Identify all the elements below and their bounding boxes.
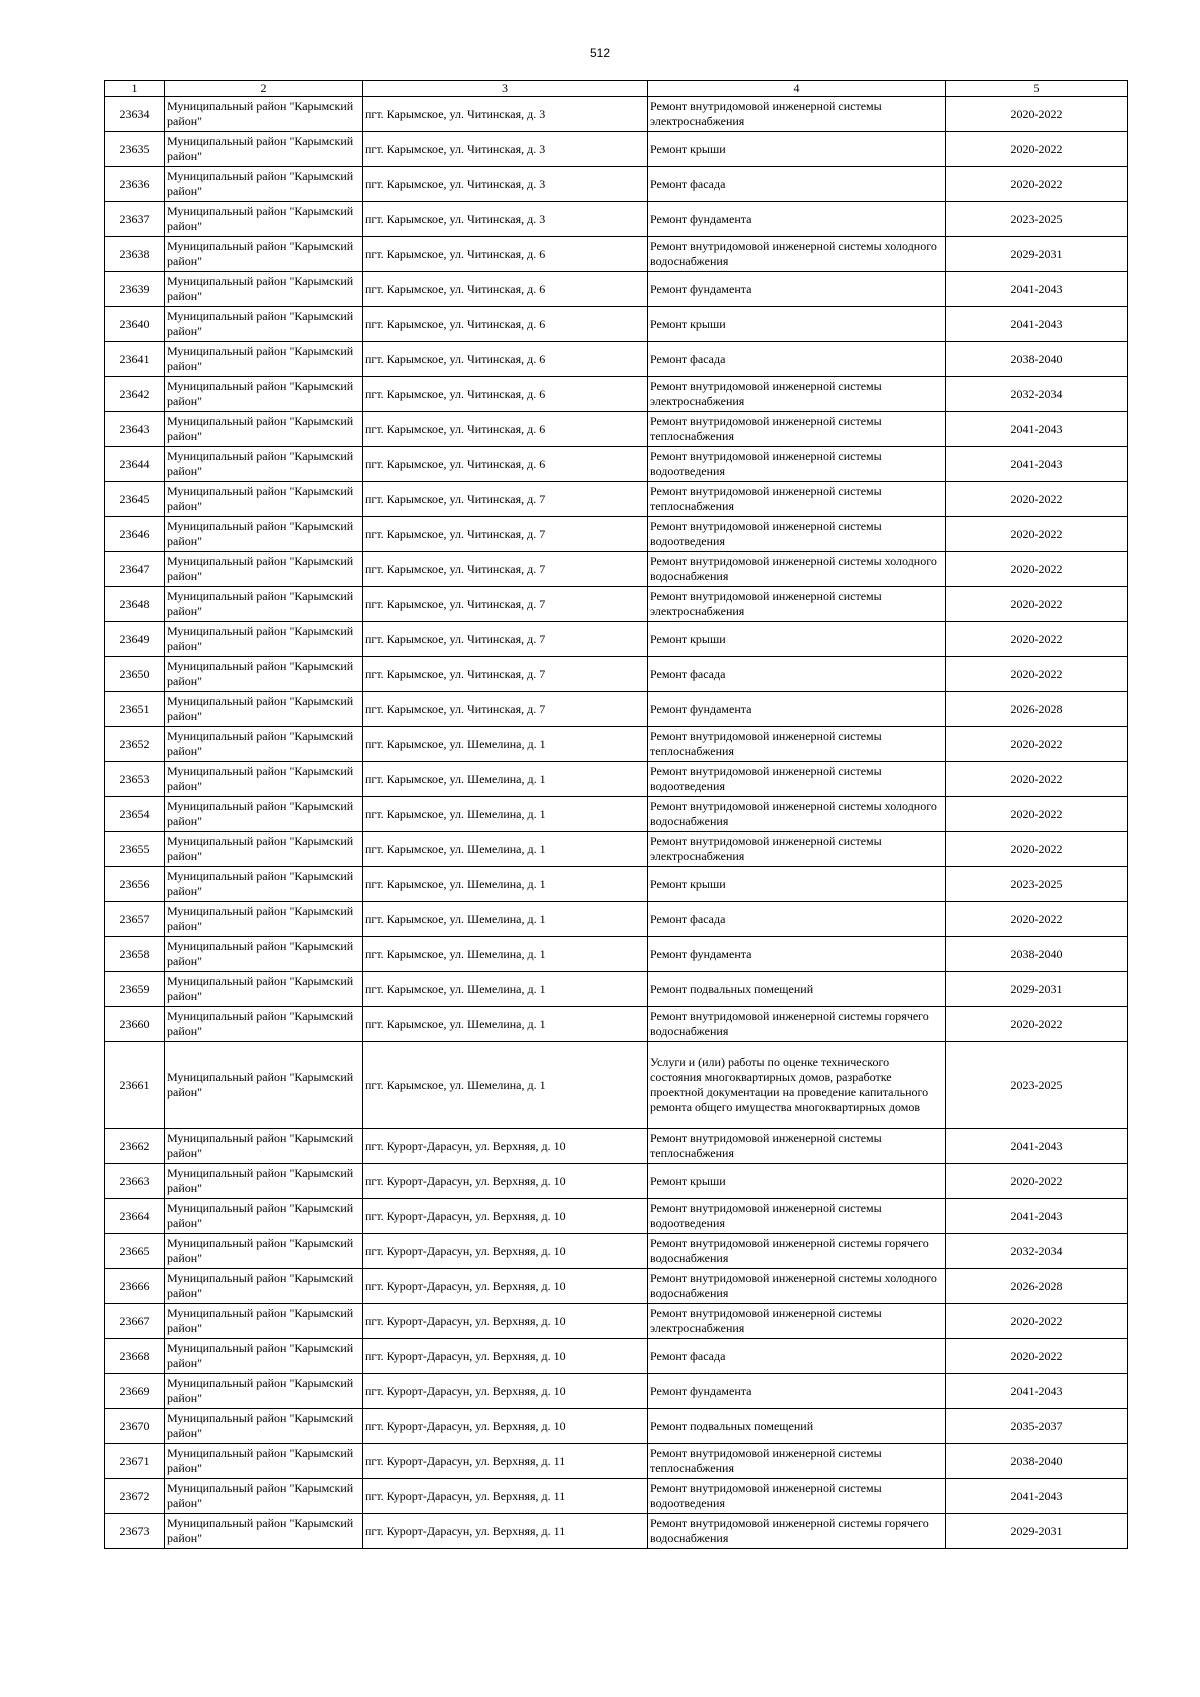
row-number-cell: 23649 [105, 622, 165, 657]
district-cell: Муниципальный район "Карымский район" [165, 1199, 363, 1234]
address-cell: пгт. Карымское, ул. Шемелина, д. 1 [363, 972, 648, 1007]
table-row [105, 1164, 1128, 1199]
period-cell: 2020-2022 [946, 482, 1128, 517]
row-number-cell: 23652 [105, 727, 165, 762]
work-type-cell: Ремонт внутридомовой инженерной системы водоотведения [648, 517, 946, 552]
row-number-cell: 23672 [105, 1479, 165, 1514]
table-row [105, 517, 1128, 552]
period-cell: 2026-2028 [946, 1269, 1128, 1304]
address-cell: пгт. Курорт-Дарасун, ул. Верхняя, д. 11 [363, 1514, 648, 1549]
period-cell: 2020-2022 [946, 552, 1128, 587]
row-number-cell: 23651 [105, 692, 165, 727]
row-number-cell: 23671 [105, 1444, 165, 1479]
address-cell: пгт. Карымское, ул. Читинская, д. 6 [363, 412, 648, 447]
work-type-cell: Ремонт внутридомовой инженерной системы водоотведения [648, 1199, 946, 1234]
address-cell: пгт. Карымское, ул. Читинская, д. 6 [363, 307, 648, 342]
period-cell: 2041-2043 [946, 412, 1128, 447]
address-cell: пгт. Курорт-Дарасун, ул. Верхняя, д. 11 [363, 1479, 648, 1514]
table-row [105, 447, 1128, 482]
district-cell: Муниципальный район "Карымский район" [165, 727, 363, 762]
table-row [105, 797, 1128, 832]
work-type-cell: Ремонт фундамента [648, 202, 946, 237]
row-number-cell: 23636 [105, 167, 165, 202]
district-cell: Муниципальный район "Карымский район" [165, 587, 363, 622]
address-cell: пгт. Курорт-Дарасун, ул. Верхняя, д. 10 [363, 1199, 648, 1234]
table-row [105, 272, 1128, 307]
column-header-3: 3 [363, 81, 648, 97]
table-row [105, 97, 1128, 132]
column-header-5: 5 [946, 81, 1128, 97]
work-type-cell: Ремонт крыши [648, 867, 946, 902]
district-cell: Муниципальный район "Карымский район" [165, 1409, 363, 1444]
table-row [105, 237, 1128, 272]
address-cell: пгт. Карымское, ул. Читинская, д. 6 [363, 342, 648, 377]
work-type-cell: Ремонт фасада [648, 1339, 946, 1374]
period-cell: 2020-2022 [946, 97, 1128, 132]
period-cell: 2023-2025 [946, 867, 1128, 902]
table-row [105, 202, 1128, 237]
table-row [105, 972, 1128, 1007]
address-cell: пгт. Карымское, ул. Шемелина, д. 1 [363, 832, 648, 867]
district-cell: Муниципальный район "Карымский район" [165, 1514, 363, 1549]
period-cell: 2020-2022 [946, 1007, 1128, 1042]
row-number-cell: 23639 [105, 272, 165, 307]
district-cell: Муниципальный район "Карымский район" [165, 342, 363, 377]
district-cell: Муниципальный район "Карымский район" [165, 167, 363, 202]
district-cell: Муниципальный район "Карымский район" [165, 1479, 363, 1514]
work-type-cell: Ремонт фасада [648, 167, 946, 202]
district-cell: Муниципальный район "Карымский район" [165, 552, 363, 587]
district-cell: Муниципальный район "Карымский район" [165, 237, 363, 272]
district-cell: Муниципальный район "Карымский район" [165, 1042, 363, 1129]
table-body [105, 97, 1128, 1549]
period-cell: 2020-2022 [946, 727, 1128, 762]
period-cell: 2020-2022 [946, 762, 1128, 797]
period-cell: 2041-2043 [946, 1374, 1128, 1409]
period-cell: 2041-2043 [946, 1199, 1128, 1234]
row-number-cell: 23647 [105, 552, 165, 587]
address-cell: пгт. Курорт-Дарасун, ул. Верхняя, д. 10 [363, 1234, 648, 1269]
work-type-cell: Ремонт внутридомовой инженерной системы электроснабжения [648, 832, 946, 867]
table-row [105, 762, 1128, 797]
work-type-cell: Ремонт фундамента [648, 1374, 946, 1409]
period-cell: 2020-2022 [946, 1339, 1128, 1374]
period-cell: 2020-2022 [946, 1304, 1128, 1339]
row-number-cell: 23638 [105, 237, 165, 272]
work-type-cell: Ремонт фундамента [648, 272, 946, 307]
work-type-cell: Ремонт внутридомовой инженерной системы водоотведения [648, 1479, 946, 1514]
work-type-cell: Ремонт внутридомовой инженерной системы холодного водоснабжения [648, 797, 946, 832]
work-type-cell: Ремонт внутридомовой инженерной системы теплоснабжения [648, 727, 946, 762]
table-row [105, 1007, 1128, 1042]
district-cell: Муниципальный район "Карымский район" [165, 482, 363, 517]
period-cell: 2038-2040 [946, 937, 1128, 972]
table-row [105, 902, 1128, 937]
table-row [105, 1514, 1128, 1549]
table-row [105, 1304, 1128, 1339]
table-row [105, 1479, 1128, 1514]
address-cell: пгт. Курорт-Дарасун, ул. Верхняя, д. 10 [363, 1304, 648, 1339]
period-cell: 2020-2022 [946, 657, 1128, 692]
address-cell: пгт. Карымское, ул. Читинская, д. 3 [363, 132, 648, 167]
address-cell: пгт. Карымское, ул. Читинская, д. 3 [363, 97, 648, 132]
work-type-cell: Ремонт внутридомовой инженерной системы водоотведения [648, 447, 946, 482]
table-header-row [105, 81, 1128, 97]
work-type-cell: Ремонт внутридомовой инженерной системы электроснабжения [648, 1304, 946, 1339]
table-row [105, 1234, 1128, 1269]
table-row [105, 412, 1128, 447]
work-type-cell: Ремонт внутридомовой инженерной системы теплоснабжения [648, 482, 946, 517]
address-cell: пгт. Карымское, ул. Шемелина, д. 1 [363, 937, 648, 972]
district-cell: Муниципальный район "Карымский район" [165, 1007, 363, 1042]
table-row [105, 1339, 1128, 1374]
period-cell: 2029-2031 [946, 1514, 1128, 1549]
table-row [105, 1042, 1128, 1129]
period-cell: 2020-2022 [946, 167, 1128, 202]
column-header-1: 1 [105, 81, 165, 97]
table-row [105, 832, 1128, 867]
district-cell: Муниципальный район "Карымский район" [165, 937, 363, 972]
district-cell: Муниципальный район "Карымский район" [165, 412, 363, 447]
work-type-cell: Ремонт фундамента [648, 692, 946, 727]
district-cell: Муниципальный район "Карымский район" [165, 447, 363, 482]
address-cell: пгт. Карымское, ул. Шемелина, д. 1 [363, 797, 648, 832]
address-cell: пгт. Курорт-Дарасун, ул. Верхняя, д. 10 [363, 1129, 648, 1164]
row-number-cell: 23673 [105, 1514, 165, 1549]
address-cell: пгт. Карымское, ул. Читинская, д. 7 [363, 552, 648, 587]
row-number-cell: 23666 [105, 1269, 165, 1304]
period-cell: 2026-2028 [946, 692, 1128, 727]
work-type-cell: Ремонт внутридомовой инженерной системы горячего водоснабжения [648, 1514, 946, 1549]
period-cell: 2038-2040 [946, 1444, 1128, 1479]
district-cell: Муниципальный район "Карымский район" [165, 657, 363, 692]
row-number-cell: 23642 [105, 377, 165, 412]
address-cell: пгт. Карымское, ул. Читинская, д. 6 [363, 377, 648, 412]
district-cell: Муниципальный район "Карымский район" [165, 1339, 363, 1374]
row-number-cell: 23635 [105, 132, 165, 167]
district-cell: Муниципальный район "Карымский район" [165, 377, 363, 412]
period-cell: 2029-2031 [946, 972, 1128, 1007]
row-number-cell: 23665 [105, 1234, 165, 1269]
table-row [105, 1199, 1128, 1234]
table-row [105, 132, 1128, 167]
district-cell: Муниципальный район "Карымский район" [165, 307, 363, 342]
work-type-cell: Ремонт внутридомовой инженерной системы горячего водоснабжения [648, 1234, 946, 1269]
period-cell: 2020-2022 [946, 902, 1128, 937]
district-cell: Муниципальный район "Карымский район" [165, 1164, 363, 1199]
district-cell: Муниципальный район "Карымский район" [165, 622, 363, 657]
row-number-cell: 23667 [105, 1304, 165, 1339]
address-cell: пгт. Курорт-Дарасун, ул. Верхняя, д. 11 [363, 1444, 648, 1479]
row-number-cell: 23644 [105, 447, 165, 482]
row-number-cell: 23646 [105, 517, 165, 552]
page-number: 512 [589, 46, 611, 60]
address-cell: пгт. Карымское, ул. Читинская, д. 6 [363, 237, 648, 272]
table-row [105, 587, 1128, 622]
row-number-cell: 23648 [105, 587, 165, 622]
row-number-cell: 23634 [105, 97, 165, 132]
row-number-cell: 23640 [105, 307, 165, 342]
district-cell: Муниципальный район "Карымский район" [165, 1444, 363, 1479]
address-cell: пгт. Карымское, ул. Читинская, д. 7 [363, 587, 648, 622]
row-number-cell: 23662 [105, 1129, 165, 1164]
work-type-cell: Ремонт внутридомовой инженерной системы холодного водоснабжения [648, 552, 946, 587]
row-number-cell: 23670 [105, 1409, 165, 1444]
work-type-cell: Ремонт фасада [648, 657, 946, 692]
table-row [105, 937, 1128, 972]
district-cell: Муниципальный район "Карымский район" [165, 97, 363, 132]
period-cell: 2032-2034 [946, 1234, 1128, 1269]
work-type-cell: Ремонт фасада [648, 902, 946, 937]
work-type-cell: Ремонт внутридомовой инженерной системы электроснабжения [648, 587, 946, 622]
table-row [105, 552, 1128, 587]
district-cell: Муниципальный район "Карымский район" [165, 902, 363, 937]
district-cell: Муниципальный район "Карымский район" [165, 972, 363, 1007]
period-cell: 2041-2043 [946, 1479, 1128, 1514]
district-cell: Муниципальный район "Карымский район" [165, 832, 363, 867]
period-cell: 2035-2037 [946, 1409, 1128, 1444]
table-row [105, 1374, 1128, 1409]
district-cell: Муниципальный район "Карымский район" [165, 1129, 363, 1164]
address-cell: пгт. Курорт-Дарасун, ул. Верхняя, д. 10 [363, 1269, 648, 1304]
row-number-cell: 23656 [105, 867, 165, 902]
period-cell: 2020-2022 [946, 132, 1128, 167]
address-cell: пгт. Карымское, ул. Читинская, д. 7 [363, 692, 648, 727]
period-cell: 2020-2022 [946, 622, 1128, 657]
address-cell: пгт. Карымское, ул. Читинская, д. 7 [363, 657, 648, 692]
work-type-cell: Ремонт внутридомовой инженерной системы холодного водоснабжения [648, 237, 946, 272]
row-number-cell: 23659 [105, 972, 165, 1007]
work-type-cell: Ремонт крыши [648, 622, 946, 657]
period-cell: 2020-2022 [946, 1164, 1128, 1199]
row-number-cell: 23660 [105, 1007, 165, 1042]
district-cell: Муниципальный район "Карымский район" [165, 797, 363, 832]
district-cell: Муниципальный район "Карымский район" [165, 517, 363, 552]
table-row [105, 377, 1128, 412]
row-number-cell: 23668 [105, 1339, 165, 1374]
work-type-cell: Ремонт подвальных помещений [648, 1409, 946, 1444]
period-cell: 2032-2034 [946, 377, 1128, 412]
address-cell: пгт. Карымское, ул. Читинская, д. 6 [363, 447, 648, 482]
district-cell: Муниципальный район "Карымский район" [165, 1234, 363, 1269]
address-cell: пгт. Карымское, ул. Шемелина, д. 1 [363, 1007, 648, 1042]
address-cell: пгт. Курорт-Дарасун, ул. Верхняя, д. 10 [363, 1374, 648, 1409]
work-type-cell: Услуги и (или) работы по оценке технического состояния многоквартирных домов, разработке проектной документации на проведение капитального ремонта общего имущества многоквартирных домов [648, 1042, 946, 1129]
work-type-cell: Ремонт фундамента [648, 937, 946, 972]
work-type-cell: Ремонт внутридомовой инженерной системы горячего водоснабжения [648, 1007, 946, 1042]
period-cell: 2020-2022 [946, 832, 1128, 867]
address-cell: пгт. Карымское, ул. Читинская, д. 7 [363, 622, 648, 657]
period-cell: 2029-2031 [946, 237, 1128, 272]
address-cell: пгт. Курорт-Дарасун, ул. Верхняя, д. 10 [363, 1339, 648, 1374]
work-type-cell: Ремонт внутридомовой инженерной системы электроснабжения [648, 97, 946, 132]
table-row [105, 307, 1128, 342]
table-row [105, 622, 1128, 657]
row-number-cell: 23645 [105, 482, 165, 517]
district-cell: Муниципальный район "Карымский район" [165, 272, 363, 307]
row-number-cell: 23655 [105, 832, 165, 867]
table-row [105, 1269, 1128, 1304]
row-number-cell: 23664 [105, 1199, 165, 1234]
district-cell: Муниципальный район "Карымский район" [165, 1269, 363, 1304]
address-cell: пгт. Курорт-Дарасун, ул. Верхняя, д. 10 [363, 1164, 648, 1199]
work-type-cell: Ремонт внутридомовой инженерной системы теплоснабжения [648, 412, 946, 447]
work-type-cell: Ремонт фасада [648, 342, 946, 377]
work-type-cell: Ремонт внутридомовой инженерной системы холодного водоснабжения [648, 1269, 946, 1304]
district-cell: Муниципальный район "Карымский район" [165, 1304, 363, 1339]
district-cell: Муниципальный район "Карымский район" [165, 132, 363, 167]
period-cell: 2023-2025 [946, 202, 1128, 237]
repair-schedule-table [104, 80, 1128, 1549]
address-cell: пгт. Карымское, ул. Шемелина, д. 1 [363, 762, 648, 797]
work-type-cell: Ремонт крыши [648, 1164, 946, 1199]
row-number-cell: 23661 [105, 1042, 165, 1129]
address-cell: пгт. Карымское, ул. Читинская, д. 3 [363, 167, 648, 202]
period-cell: 2020-2022 [946, 797, 1128, 832]
work-type-cell: Ремонт внутридомовой инженерной системы теплоснабжения [648, 1444, 946, 1479]
period-cell: 2041-2043 [946, 272, 1128, 307]
address-cell: пгт. Карымское, ул. Читинская, д. 3 [363, 202, 648, 237]
table-row [105, 657, 1128, 692]
address-cell: пгт. Курорт-Дарасун, ул. Верхняя, д. 10 [363, 1409, 648, 1444]
work-type-cell: Ремонт крыши [648, 307, 946, 342]
district-cell: Муниципальный район "Карымский район" [165, 867, 363, 902]
table-row [105, 727, 1128, 762]
table-row [105, 482, 1128, 517]
row-number-cell: 23658 [105, 937, 165, 972]
table-row [105, 692, 1128, 727]
row-number-cell: 23653 [105, 762, 165, 797]
table-row [105, 1409, 1128, 1444]
district-cell: Муниципальный район "Карымский район" [165, 692, 363, 727]
work-type-cell: Ремонт внутридомовой инженерной системы водоотведения [648, 762, 946, 797]
row-number-cell: 23643 [105, 412, 165, 447]
period-cell: 2041-2043 [946, 307, 1128, 342]
address-cell: пгт. Карымское, ул. Шемелина, д. 1 [363, 1042, 648, 1129]
row-number-cell: 23650 [105, 657, 165, 692]
address-cell: пгт. Карымское, ул. Читинская, д. 6 [363, 272, 648, 307]
district-cell: Муниципальный район "Карымский район" [165, 1374, 363, 1409]
row-number-cell: 23663 [105, 1164, 165, 1199]
row-number-cell: 23657 [105, 902, 165, 937]
work-type-cell: Ремонт крыши [648, 132, 946, 167]
address-cell: пгт. Карымское, ул. Читинская, д. 7 [363, 482, 648, 517]
district-cell: Муниципальный район "Карымский район" [165, 202, 363, 237]
work-type-cell: Ремонт внутридомовой инженерной системы электроснабжения [648, 377, 946, 412]
address-cell: пгт. Карымское, ул. Шемелина, д. 1 [363, 867, 648, 902]
table-row [105, 342, 1128, 377]
column-header-2: 2 [165, 81, 363, 97]
row-number-cell: 23669 [105, 1374, 165, 1409]
address-cell: пгт. Карымское, ул. Читинская, д. 7 [363, 517, 648, 552]
table-row [105, 1129, 1128, 1164]
column-header-4: 4 [648, 81, 946, 97]
period-cell: 2020-2022 [946, 517, 1128, 552]
address-cell: пгт. Карымское, ул. Шемелина, д. 1 [363, 727, 648, 762]
period-cell: 2041-2043 [946, 1129, 1128, 1164]
table-row [105, 867, 1128, 902]
period-cell: 2023-2025 [946, 1042, 1128, 1129]
address-cell: пгт. Карымское, ул. Шемелина, д. 1 [363, 902, 648, 937]
work-type-cell: Ремонт внутридомовой инженерной системы теплоснабжения [648, 1129, 946, 1164]
row-number-cell: 23637 [105, 202, 165, 237]
district-cell: Муниципальный район "Карымский район" [165, 762, 363, 797]
table-row [105, 1444, 1128, 1479]
table-row [105, 167, 1128, 202]
period-cell: 2020-2022 [946, 587, 1128, 622]
row-number-cell: 23654 [105, 797, 165, 832]
period-cell: 2041-2043 [946, 447, 1128, 482]
work-type-cell: Ремонт подвальных помещений [648, 972, 946, 1007]
row-number-cell: 23641 [105, 342, 165, 377]
period-cell: 2038-2040 [946, 342, 1128, 377]
